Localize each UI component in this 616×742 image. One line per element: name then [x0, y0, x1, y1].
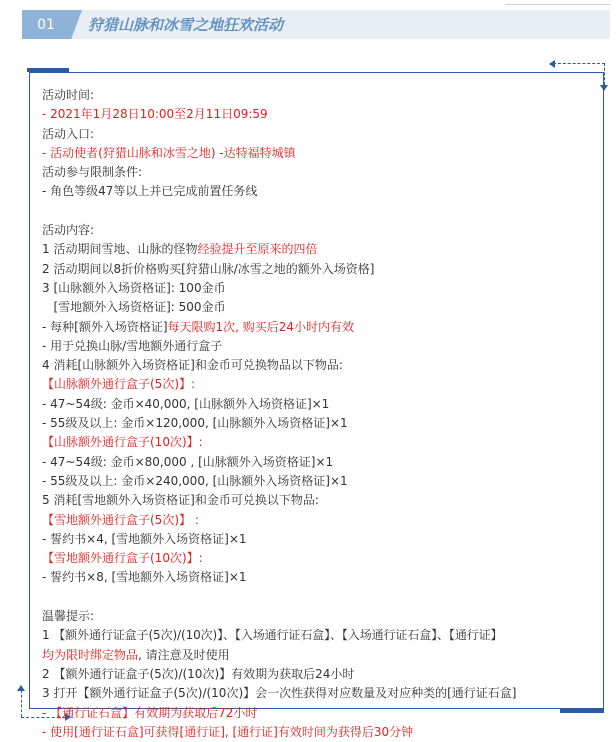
tip-2: 2 【额外通行证盒子(5次)/(10次)】有效期为获取后24小时 [42, 666, 355, 681]
snow-box-10-cost: - 誓约书×8, [雪地额外入场资格证]×1 [42, 570, 247, 585]
snow-box-5-title: 【雪地额外通行盒子(5次)】 : [42, 512, 199, 527]
detail-item-3c-highlight: 每天限购1次, 购买后24小时内有效 [167, 319, 355, 334]
detail-item-1-text: 1 活动期间雪地、山脉的怪物 [42, 242, 198, 257]
tip-3-note-a: - 【通行证石盒】有效期为获取后72小时 [42, 705, 258, 720]
arrow-up-icon [17, 685, 25, 691]
section-number: 01 [37, 17, 55, 33]
tip-1: 1 【额外通行证盒子(5次)/(10次)】、【入场通行证石盒】、【入场通行证石盒】、【通行证】 [42, 628, 503, 643]
detail-item-2: 2 活动期间以8折价格购买[狩猎山脉/冰雪之地的额外入场资格] [42, 261, 375, 276]
detail-item-3b: [雪地额外入场资格证]: 500金币 [42, 300, 226, 315]
dashed-line-top-right-vertical [604, 63, 605, 85]
tip-1-rest: , 请注意及时使用 [138, 647, 230, 662]
time-label: 活动时间: [42, 88, 95, 102]
tip-1-continued [42, 646, 594, 665]
mountain-box-5-cost-a: - 47~54级: 金币×40,000, [山脉额外入场资格证]×1 [42, 396, 330, 411]
detail-item-3c-text: - 每种[额外入场资格证] [42, 319, 168, 334]
entry-value: - 活动使者(狩猎山脉和冰雪之地) -达特福特城镇 [42, 145, 296, 160]
dashed-line-bottom-left-vertical [21, 690, 22, 717]
time-value: - 2021年1月28日10:00至2月11日09:59 [42, 107, 268, 122]
snow-box-10-title: 【雪地额外通行盒子(10次)】: [42, 551, 203, 566]
detail-label: 活动内容: [42, 223, 95, 238]
detail-item-4: 4 消耗[山脉额外入场资格证]和金币可兑换物品以下物品: [42, 358, 343, 373]
dashed-line-top-right [553, 63, 605, 64]
tip-1-highlight: 均为限时绑定物品 [42, 647, 139, 662]
mountain-box-10-cost-a: - 47~54级: 金币×80,000 , [山脉额外入场资格证]×1 [42, 454, 334, 469]
top-divider [505, 0, 610, 5]
event-details [42, 86, 594, 742]
mountain-box-10-title: 【山脉额外通行盒子(10次)】: [42, 435, 203, 450]
detail-item-3d: - 用于兑换山脉/雪地额外通行盒子 [42, 338, 223, 353]
blank-line [42, 588, 594, 607]
mountain-box-5-cost-b: - 55级及以上: 金币×120,000, [山脉额外入场资格证]×1 [42, 416, 348, 431]
detail-item-5: 5 消耗[雪地额外入场资格证]和金币可兑换以下物品: [42, 493, 319, 508]
limit-label: 活动参与限制条件: [42, 165, 143, 180]
tip-3: 3 打开【额外通行证盒子(5次)/(10次)】会一次性获得对应数量及对应种类的[通行证石盒] [42, 686, 517, 701]
tips-label: 温馨提示: [42, 609, 95, 624]
tip-3-note-b: - 使用[通行证石盒]可获得[通行证], [通行证]有效时间为获得后30分钟 [42, 724, 414, 739]
section-title: 狩猎山脉和冰雪之地狂欢活动 [88, 16, 284, 34]
frame-corner-top-left [27, 68, 69, 72]
arrow-down-icon [600, 85, 608, 91]
detail-item-3a: 3 [山脉额外入场资格证]: 100金币 [42, 280, 226, 295]
blank-line [42, 202, 594, 221]
entry-label: 活动入口: [42, 126, 95, 141]
detail-item-3c [42, 318, 594, 337]
mountain-box-5-title: 【山脉额外通行盒子(5次)】: [42, 377, 196, 392]
detail-item-1 [42, 240, 594, 259]
detail-item-1-highlight: 经验提升至原来的四倍 [197, 242, 318, 257]
mountain-box-10-cost-b: - 55级及以上: 金币×240,000, [山脉额外入场资格证]×1 [42, 473, 348, 488]
arrow-left-icon [549, 60, 555, 68]
snow-box-5-cost: - 誓约书×4, [雪地额外入场资格证]×1 [42, 531, 247, 546]
limit-value: - 角色等级47等以上并已完成前置任务线 [42, 184, 258, 199]
